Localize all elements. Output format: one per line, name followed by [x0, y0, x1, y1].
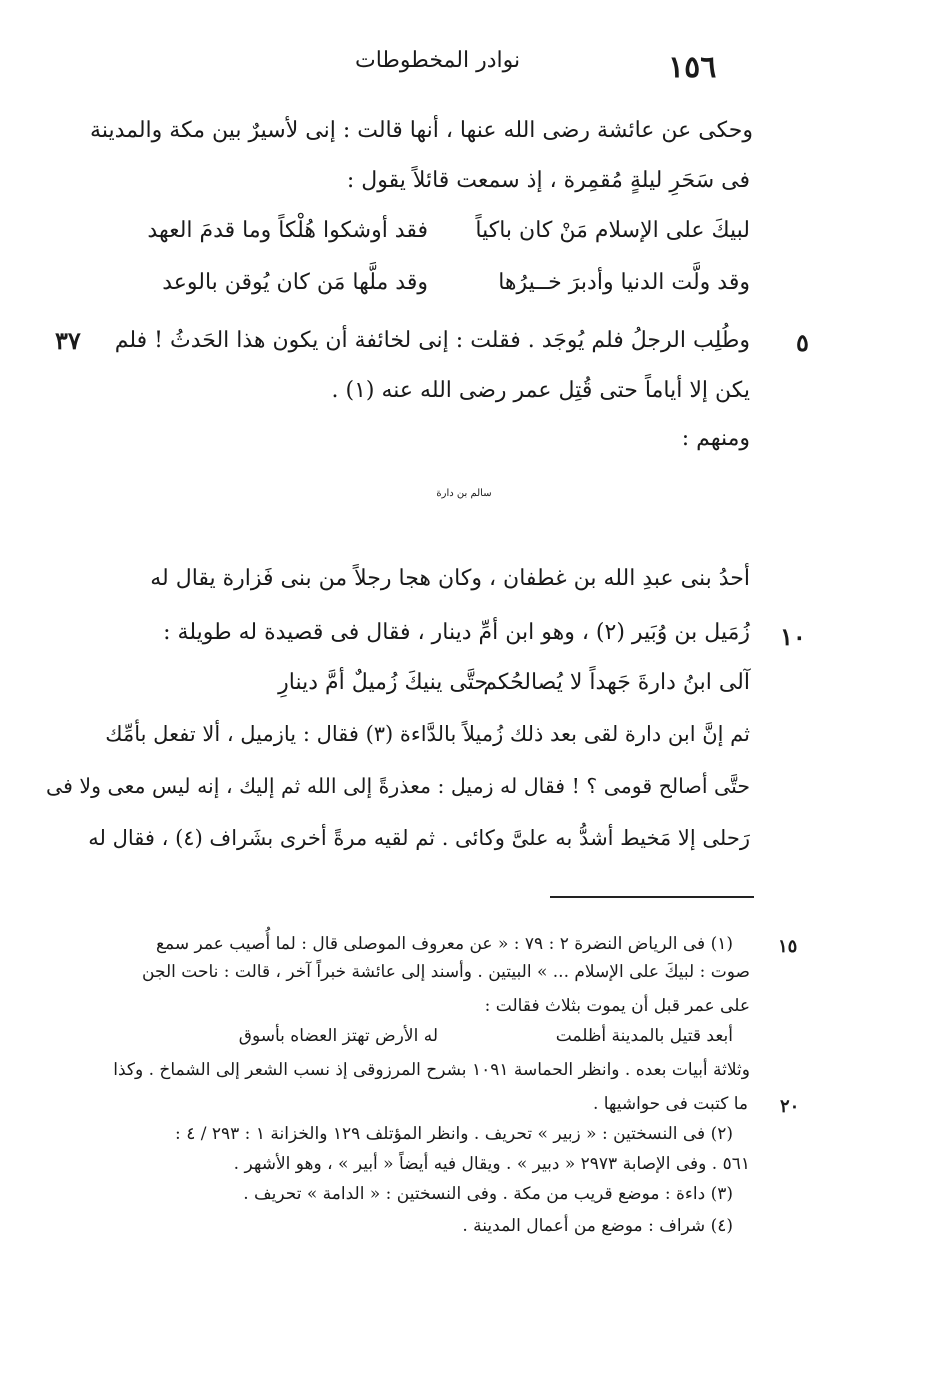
body-line: فى سَحَرِ ليلةٍ مُقمِرة ، إذ سمعت قائلاً يقول :: [346, 168, 750, 193]
footnote-line: صوت : لبيكَ على الإسلام ... » البيتين . وأسند إلى عائشة خبراً آخر ، قالت : ناحت الجن: [142, 962, 750, 982]
footnote-verse-second: له الأرض تهتز العضاه بأسوق: [238, 1026, 438, 1046]
running-title: نوادر المخطوطات: [355, 48, 521, 73]
body-line: زُمَيل بن وُبَير (٢) ، وهو ابن أمِّ دينار ، فقال فى قصيدة له طويلة :: [163, 620, 750, 645]
footnote-line: وثلاثة أبيات بعده . وانظر الحماسة ١٠٩١ بشرح المرزوقى إذ نسب الشعر إلى الشماخ . وكذا: [113, 1060, 750, 1080]
footnote-line: ما كتبت فى حواشيها .: [592, 1094, 748, 1114]
footnote-line: (٢) فى النسختين : « زبير » تحريف . وانظر المؤتلف ١٢٩ والخزانة ١ : ٢٩٣ / ٤ :: [175, 1124, 733, 1144]
page-number: ١٥٦: [668, 50, 717, 85]
verse-hemistich-first: وقد ولَّت الدنيا وأدبرَ خــيرُها: [498, 270, 750, 295]
footnote-verse-first: أبعد قتيل بالمدينة أظلمت: [555, 1026, 733, 1046]
body-line: وحكى عن عائشة رضى الله عنها ، أنها قالت : إنى لأسيرٌ بين مكة والمدينة: [90, 118, 753, 143]
verse-hemistich-second: وقد ملَّها مَن كان يُوقن بالوعد: [162, 270, 428, 295]
verse-hemistich-first: لبيكَ على الإسلام مَنْ كان باكياً: [475, 218, 750, 243]
line-marker: ٢٠: [780, 1096, 800, 1117]
body-line: ومنهم :: [681, 426, 750, 451]
body-line: ثم إنَّ ابن دارة لقى بعد ذلك زُميلاً بالدَّاءة (٣) فقال : يازميل ، ألا تفعل بأمِّك: [105, 722, 750, 746]
verse-hemistich-first: آلى ابنُ دارةَ جَهداً لا يُصالحُكم: [483, 670, 750, 695]
verse-hemistich-second: فقد أوشكوا هُلْكاً وما قدمَ العهد: [147, 218, 428, 243]
footnote-line: على عمر قبل أن يموت بثلاث فقالت :: [484, 996, 750, 1016]
line-marker: ٥: [796, 328, 809, 357]
line-marker: ١٠: [780, 622, 806, 651]
footnote-rule: [550, 896, 754, 898]
footnote-line: (٤) شراف : موضع من أعمال المدينة .: [462, 1216, 733, 1236]
body-line: يكن إلا أياماً حتى قُتِل عمر رضى الله عنه (١) .: [331, 378, 750, 403]
body-line: حتَّى أصالح قومى ؟ ! فقال له زميل : معذرةً إلى الله ثم إليك ، إنه ليس معى ولا فى: [46, 774, 750, 798]
footnote-line: (٣) داءة : موضع قريب من مكة . وفى النسختين : « الدامة » تحريف .: [243, 1184, 733, 1204]
verse-hemistich-second: حتَّى ينيكَ زُميلٌ أمَّ دينارِ: [278, 670, 488, 695]
body-line: أحدُ بنى عبدِ الله بن غطفان ، وكان هجا رجلاً من بنى فَزارة يقال له: [150, 566, 750, 591]
footnote-line: (١) فى الرياض النضرة ٢ : ٧٩ : « عن معروف الموصلى قال : لما أُصيب عمر سمع: [155, 934, 733, 954]
footnote-line: ٥٦١ . وفى الإصابة ٢٩٧٣ « دبير » . ويقال فيه أيضاً « أبير » ، وهو الأشهر .: [233, 1154, 750, 1174]
body-line: وطُلِب الرجلُ فلم يُوجَد . فقلت : إنى لخائفة أن يكون هذا الحَدثُ ! فلم: [114, 328, 750, 353]
line-marker: ١٥: [778, 936, 798, 957]
body-line: رَحلى إلا مَخيط أشدُّ به علىَّ وكائى . ثم لقيه مرةً أخرى بشَراف (٤) ، فقال له: [88, 826, 750, 850]
section-heading: سالم بن دارة: [436, 488, 492, 499]
page-reference: ٣٧: [55, 326, 81, 355]
